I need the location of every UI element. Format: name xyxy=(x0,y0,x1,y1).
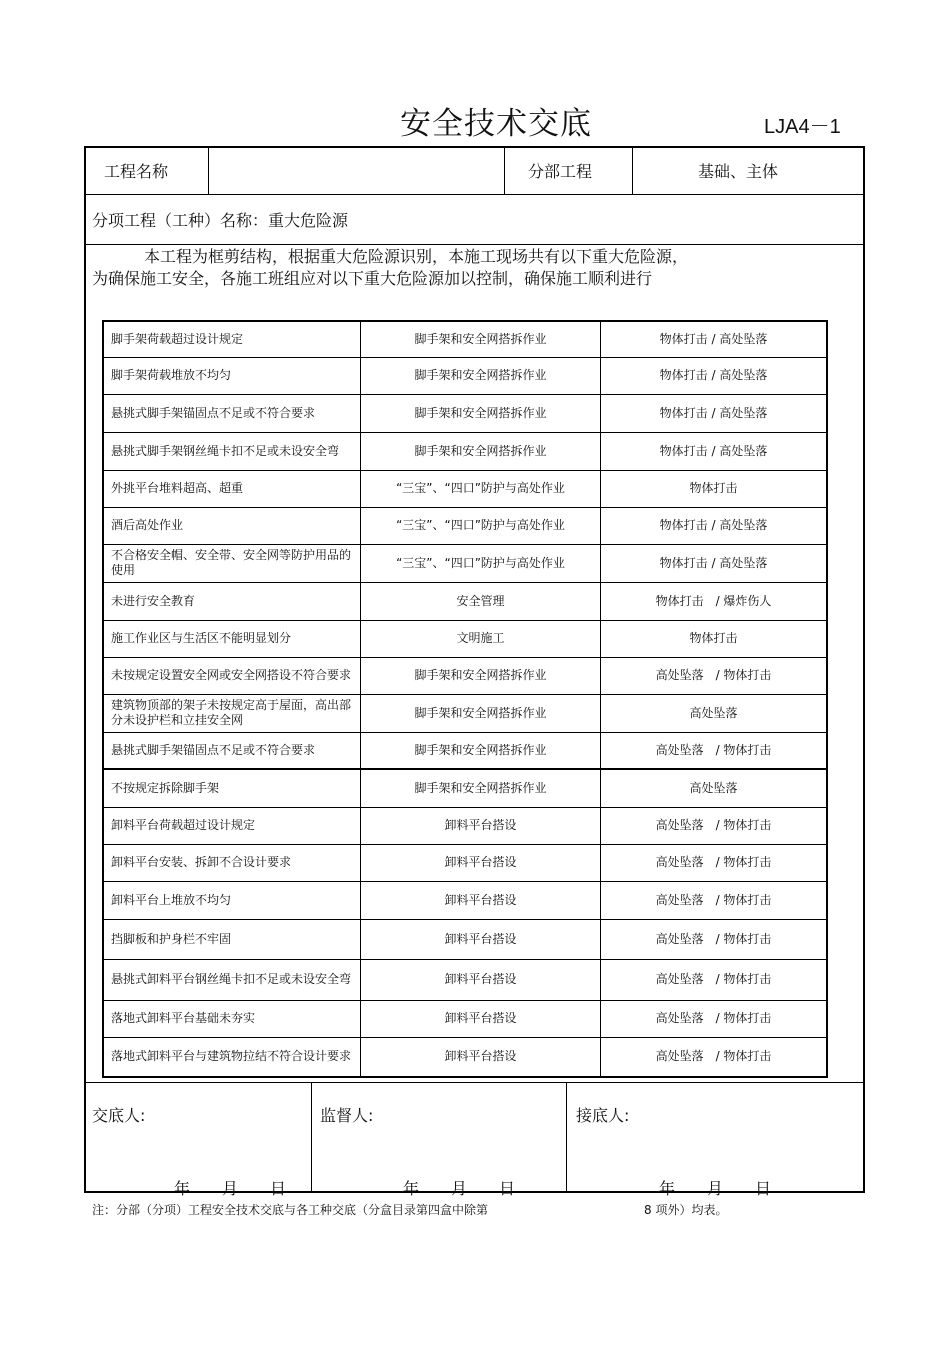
activity-cell: 安全管理 xyxy=(361,582,601,620)
hazard-item-cell: 外挑平台堆料超高、超重 xyxy=(103,470,361,507)
risk-cell: 物体打击 / 高处坠落 xyxy=(601,321,828,357)
divider xyxy=(311,1082,312,1193)
table-row xyxy=(103,769,827,807)
hazard-item-cell: 卸料平台上堆放不均匀 xyxy=(103,881,361,919)
division-label: 分部工程 xyxy=(528,162,593,181)
risk-cell: 高处坠落 / 物体打击 xyxy=(601,732,828,769)
risk-cell: 物体打击 / 高处坠落 xyxy=(601,357,828,394)
activity-cell: “三宝”、“四口”防护与高处作业 xyxy=(361,470,601,507)
divider xyxy=(566,1082,567,1193)
table-row xyxy=(103,657,827,694)
risk-cell: 高处坠落 / 物体打击 xyxy=(601,1037,828,1077)
risk-cell: 高处坠落 / 物体打击 xyxy=(601,919,828,959)
risk-cell: 物体打击 / 高处坠落 xyxy=(601,394,828,432)
table-row xyxy=(103,582,827,620)
hazard-item-cell: 酒后高处作业 xyxy=(103,507,361,544)
hazard-item-cell: 卸料平台安装、拆卸不合设计要求 xyxy=(103,844,361,881)
risk-cell: 物体打击 xyxy=(601,620,828,657)
table-row xyxy=(103,919,827,959)
activity-cell: 卸料平台搭设 xyxy=(361,844,601,881)
divider xyxy=(84,1082,865,1083)
activity-cell: 脚手架和安全网搭拆作业 xyxy=(361,432,601,470)
table-row xyxy=(103,807,827,844)
activity-cell: 卸料平台搭设 xyxy=(361,1000,601,1037)
activity-cell: 脚手架和安全网搭拆作业 xyxy=(361,732,601,769)
divider xyxy=(84,244,865,245)
discloser-date: 年 月 日 xyxy=(174,1179,287,1198)
hazard-item-cell: 脚手架荷载堆放不均匀 xyxy=(103,357,361,394)
activity-cell: 脚手架和安全网搭拆作业 xyxy=(361,357,601,394)
risk-cell: 物体打击 / 爆炸伤人 xyxy=(601,582,828,620)
risk-cell: 高处坠落 / 物体打击 xyxy=(601,657,828,694)
table-row xyxy=(103,1037,827,1077)
activity-cell: 卸料平台搭设 xyxy=(361,807,601,844)
table-row xyxy=(103,959,827,1000)
table-row xyxy=(103,507,827,544)
hazard-item-cell: 落地式卸料平台与建筑物拉结不符合设计要求 xyxy=(103,1037,361,1077)
table-row xyxy=(103,544,827,582)
hazard-item-cell: 悬挑式卸料平台钢丝绳卡扣不足或未设安全弯 xyxy=(103,959,361,1000)
hazard-item-cell: 落地式卸料平台基础未夯实 xyxy=(103,1000,361,1037)
risk-cell: 物体打击 / 高处坠落 xyxy=(601,544,828,582)
table-row xyxy=(103,470,827,507)
risk-cell: 高处坠落 xyxy=(601,694,828,732)
activity-cell: 卸料平台搭设 xyxy=(361,1037,601,1077)
divider xyxy=(504,146,505,194)
activity-cell: 卸料平台搭设 xyxy=(361,959,601,1000)
activity-cell: 脚手架和安全网搭拆作业 xyxy=(361,694,601,732)
hazard-item-cell: 未进行安全教育 xyxy=(103,582,361,620)
footnote: 注：分部（分项）工程安全技术交底与各工种交底（分盒目录第四盒中除第 xyxy=(92,1203,489,1217)
division-value: 基础、主体 xyxy=(698,162,779,181)
hazard-item-cell: 施工作业区与生活区不能明显划分 xyxy=(103,620,361,657)
receiver-date: 年 月 日 xyxy=(659,1179,772,1198)
table-row xyxy=(103,357,827,394)
hazard-item-cell: 卸料平台荷载超过设计规定 xyxy=(103,807,361,844)
footnote-continued: 8 项外）均表。 xyxy=(644,1203,728,1217)
discloser-label: 交底人: xyxy=(92,1106,146,1125)
table-row xyxy=(103,844,827,881)
hazard-item-cell: 不合格安全帽、安全带、安全网等防护用品的使用 xyxy=(103,544,361,582)
risk-cell: 高处坠落 / 物体打击 xyxy=(601,807,828,844)
activity-cell: 文明施工 xyxy=(361,620,601,657)
table-row xyxy=(103,321,827,357)
risk-cell: 高处坠落 xyxy=(601,769,828,807)
document-code: LJA4－1 xyxy=(764,116,841,138)
risk-cell: 高处坠落 / 物体打击 xyxy=(601,844,828,881)
supervisor-date: 年 月 日 xyxy=(403,1179,516,1198)
divider xyxy=(632,146,633,194)
table-row xyxy=(103,432,827,470)
risk-cell: 物体打击 xyxy=(601,470,828,507)
table-row xyxy=(103,394,827,432)
hazard-item-cell: 不按规定拆除脚手架 xyxy=(103,769,361,807)
risk-cell: 高处坠落 / 物体打击 xyxy=(601,1000,828,1037)
risk-cell: 高处坠落 / 物体打击 xyxy=(601,881,828,919)
divider xyxy=(84,194,865,195)
risk-cell: 物体打击 / 高处坠落 xyxy=(601,432,828,470)
table-row xyxy=(103,732,827,769)
table-row xyxy=(103,881,827,919)
activity-cell: 卸料平台搭设 xyxy=(361,919,601,959)
activity-cell: 脚手架和安全网搭拆作业 xyxy=(361,321,601,357)
table-row xyxy=(103,1000,827,1037)
activity-cell: 脚手架和安全网搭拆作业 xyxy=(361,394,601,432)
receiver-label: 接底人: xyxy=(576,1106,630,1125)
hazard-item-cell: 脚手架荷载超过设计规定 xyxy=(103,321,361,357)
intro-line: 为确保施工安全，各施工班组应对以下重大危险源加以控制，确保施工顺利进行 xyxy=(92,269,653,288)
risk-cell: 物体打击 / 高处坠落 xyxy=(601,507,828,544)
hazard-item-cell: 悬挑式脚手架锚固点不足或不符合要求 xyxy=(103,732,361,769)
page-title: 安全技术交底 xyxy=(400,106,592,142)
divider xyxy=(208,146,209,194)
project-name-label: 工程名称 xyxy=(104,162,169,181)
activity-cell: “三宝”、“四口”防护与高处作业 xyxy=(361,507,601,544)
table-row xyxy=(103,694,827,732)
hazard-table xyxy=(102,320,828,1078)
hazard-item-cell: 未按规定设置安全网或安全网搭设不符合要求 xyxy=(103,657,361,694)
activity-cell: 卸料平台搭设 xyxy=(361,881,601,919)
activity-cell: 脚手架和安全网搭拆作业 xyxy=(361,657,601,694)
hazard-item-cell: 挡脚板和护身栏不牢固 xyxy=(103,919,361,959)
table-row xyxy=(103,620,827,657)
supervisor-label: 监督人: xyxy=(320,1106,374,1125)
activity-cell: 脚手架和安全网搭拆作业 xyxy=(361,769,601,807)
intro-paragraph xyxy=(92,246,688,290)
activity-cell: “三宝”、“四口”防护与高处作业 xyxy=(361,544,601,582)
subitem-name: 分项工程（工种）名称：重大危险源 xyxy=(92,211,349,230)
intro-line: 本工程为框剪结构，根据重大危险源识别，本施工现场共有以下重大危险源， xyxy=(144,247,689,266)
hazard-item-cell: 悬挑式脚手架锚固点不足或不符合要求 xyxy=(103,394,361,432)
risk-cell: 高处坠落 / 物体打击 xyxy=(601,959,828,1000)
hazard-item-cell: 悬挑式脚手架钢丝绳卡扣不足或未设安全弯 xyxy=(103,432,361,470)
hazard-item-cell: 建筑物顶部的架子未按规定高于屋面，高出部分未设护栏和立挂安全网 xyxy=(103,694,361,732)
